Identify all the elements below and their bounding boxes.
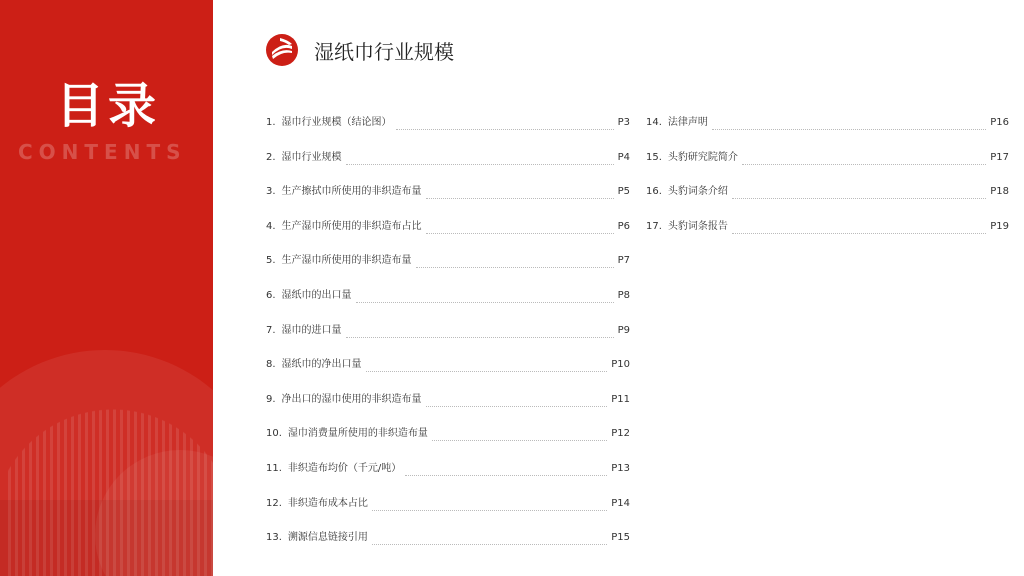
toc-item[interactable] (266, 491, 630, 526)
toc-item-label: 净出口的湿巾使用的非织造布量 (281, 393, 422, 405)
toc-right-column (646, 110, 1009, 248)
toc-item-page: P17 (990, 151, 1009, 163)
toc-item-number: 15. (646, 151, 662, 163)
toc-leader-dots (356, 288, 614, 303)
toc-item-number: 16. (646, 186, 662, 198)
toc-item-label: 头豹词条介绍 (667, 186, 728, 198)
toc-leader-dots (372, 530, 607, 545)
toc-item[interactable] (266, 387, 630, 422)
toc-leader-dots (732, 184, 986, 199)
toc-item[interactable] (266, 214, 630, 249)
toc-item[interactable] (646, 214, 1009, 249)
toc-item-number: 3. (266, 186, 276, 198)
toc-leader-dots (732, 219, 986, 234)
toc-item[interactable] (266, 421, 630, 456)
toc-item[interactable] (646, 110, 1009, 145)
toc-item-page: P18 (990, 186, 1009, 198)
toc-item-label: 法律声明 (667, 117, 708, 128)
toc-leader-dots (396, 115, 614, 130)
toc-item[interactable] (266, 525, 630, 560)
toc-leader-dots (712, 115, 986, 130)
page-title: 湿纸巾行业规模 (314, 39, 454, 64)
toc-leader-dots (416, 253, 614, 268)
toc-leader-dots (426, 219, 614, 234)
toc-item-page: P7 (617, 255, 630, 267)
toc-item-number: 7. (266, 324, 276, 336)
brand-logo-icon (266, 34, 298, 66)
page-header (266, 32, 454, 68)
toc-item[interactable] (266, 145, 630, 180)
toc-item-number: 2. (266, 151, 276, 163)
toc-item[interactable] (266, 352, 630, 387)
toc-item-label: 生产擦拭巾所使用的非织造布量 (281, 186, 422, 198)
toc-item-number: 11. (266, 462, 282, 474)
toc-item-label: 生产湿巾所使用的非织造布量 (281, 255, 412, 267)
toc-item-label: 非织造布成本占比 (287, 497, 368, 509)
decor-band (0, 500, 213, 576)
toc-item-page: P19 (990, 220, 1009, 232)
toc-item-label: 湿巾行业规模（结论图） (281, 117, 392, 128)
toc-item[interactable] (646, 179, 1009, 214)
toc-item-page: P6 (617, 220, 630, 232)
toc-item-page: P5 (617, 186, 630, 198)
toc-item[interactable] (266, 318, 630, 353)
toc-item-number: 14. (646, 117, 662, 128)
toc-item[interactable] (266, 283, 630, 318)
toc-leader-dots (742, 150, 986, 165)
toc-leader-dots (346, 323, 614, 338)
toc-leader-dots (372, 496, 607, 511)
toc-item-number: 1. (266, 117, 276, 128)
toc-item-label: 溯源信息链接引用 (287, 532, 368, 544)
toc-item-page: P9 (617, 324, 630, 336)
toc-leader-dots (432, 426, 607, 441)
toc-leader-dots (346, 150, 614, 165)
toc-item-label: 湿纸巾的出口量 (281, 289, 352, 301)
toc-item[interactable] (266, 456, 630, 491)
toc-item-label: 非织造布均价（千元/吨） (287, 462, 402, 474)
toc-item-page: P16 (990, 117, 1009, 128)
toc-item[interactable] (266, 248, 630, 283)
toc-item-number: 5. (266, 255, 276, 267)
contents-title-cn: 目录 (55, 78, 160, 134)
toc-item[interactable] (646, 145, 1009, 180)
toc-item-label: 湿巾消费量所使用的非织造布量 (287, 428, 428, 440)
toc-item[interactable] (266, 110, 630, 145)
toc-leader-dots (405, 461, 607, 476)
contents-title-en: CONTENTS (18, 140, 187, 164)
toc-item-number: 13. (266, 532, 282, 544)
toc-item[interactable] (266, 179, 630, 214)
toc-item-page: P11 (611, 393, 630, 405)
toc-item-page: P13 (611, 462, 630, 474)
toc-item-page: P15 (611, 532, 630, 544)
toc-item-number: 12. (266, 497, 282, 509)
toc-item-page: P14 (611, 497, 630, 509)
toc-item-page: P12 (611, 428, 630, 440)
toc-item-label: 湿纸巾的净出口量 (281, 359, 362, 371)
toc-leader-dots (426, 184, 614, 199)
toc-item-number: 9. (266, 393, 276, 405)
toc-item-page: P10 (611, 359, 630, 371)
toc-item-label: 头豹词条报告 (667, 220, 728, 232)
toc-item-number: 17. (646, 220, 662, 232)
toc-leader-dots (366, 357, 608, 372)
toc-item-number: 4. (266, 220, 276, 232)
toc-item-page: P8 (617, 289, 630, 301)
toc-item-number: 8. (266, 359, 276, 371)
toc-item-label: 湿巾行业规模 (281, 151, 342, 163)
toc-leader-dots (426, 392, 608, 407)
toc-item-label: 生产湿巾所使用的非织造布占比 (281, 220, 422, 232)
sidebar (0, 0, 213, 576)
toc-item-page: P3 (617, 117, 630, 128)
toc-item-number: 10. (266, 428, 282, 440)
toc-left-column (266, 110, 630, 560)
toc-item-page: P4 (617, 151, 630, 163)
toc-item-label: 头豹研究院简介 (667, 151, 738, 163)
toc-item-label: 湿巾的进口量 (281, 324, 342, 336)
toc-item-number: 6. (266, 289, 276, 301)
